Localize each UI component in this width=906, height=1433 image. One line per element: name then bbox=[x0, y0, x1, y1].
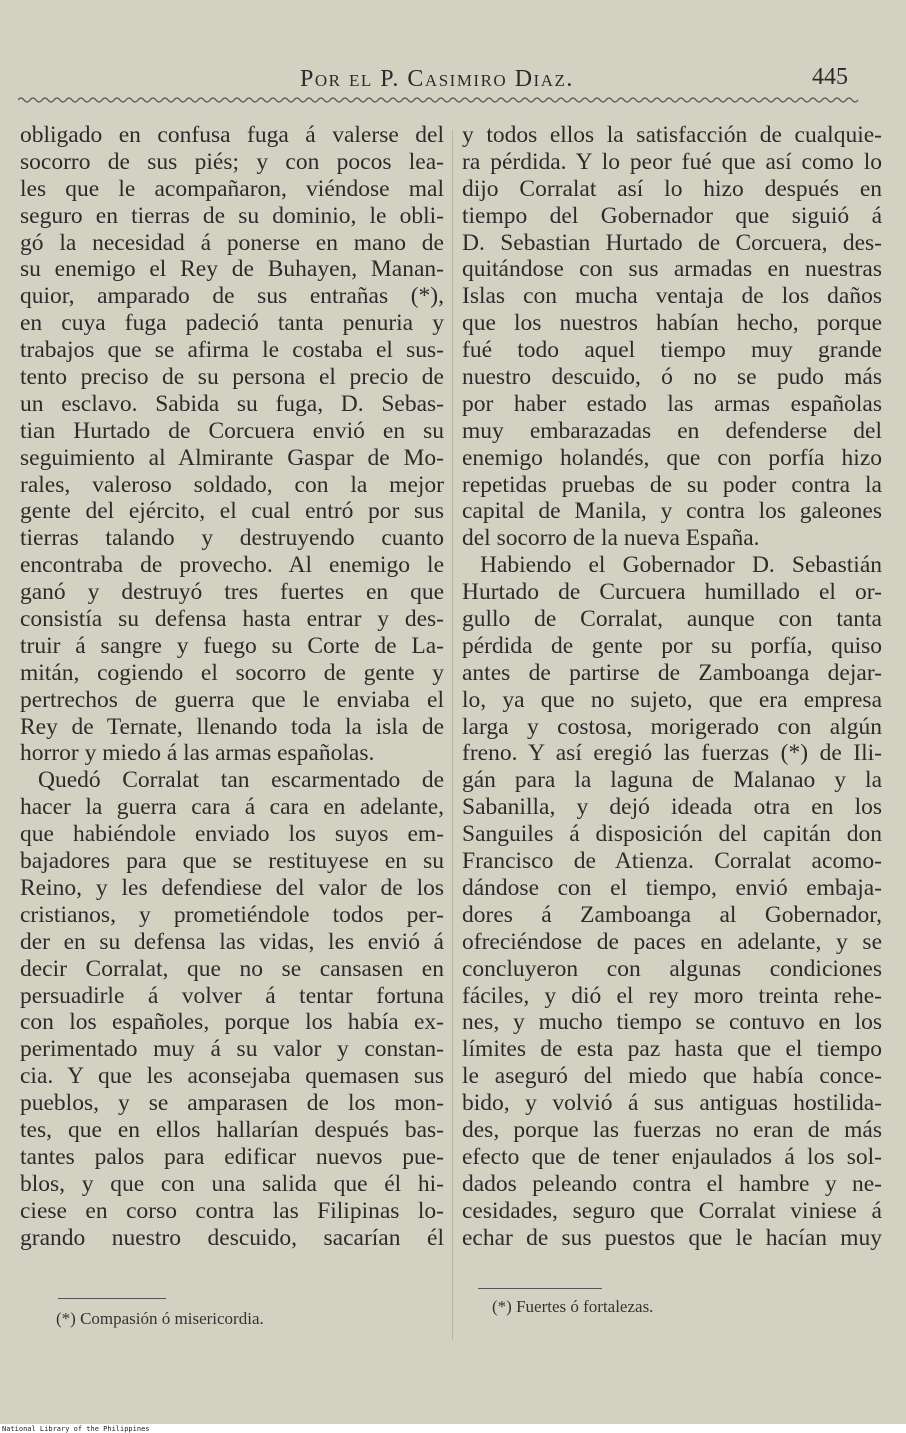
text-line: concluyeron con algunas condiciones bbox=[462, 955, 882, 982]
text-line: con los españoles, porque los había ex- bbox=[20, 1009, 444, 1036]
text-line: consistía su defensa hasta entrar y des- bbox=[20, 606, 444, 633]
text-line: perimentado muy á su valor y constan- bbox=[20, 1036, 444, 1063]
text-line: ganó y destruyó tres fuertes en que bbox=[20, 579, 444, 606]
text-line: les que le acompañaron, viéndose mal bbox=[20, 175, 444, 202]
right-text-column bbox=[462, 122, 882, 1251]
text-line: obligado en confusa fuga á valerse del bbox=[20, 122, 444, 148]
text-line: gán para la laguna de Malanao y la bbox=[462, 767, 882, 794]
text-line: antes de partirse de Zamboanga dejar- bbox=[462, 659, 882, 686]
text-line: bajadores para que se restituyese en su bbox=[20, 848, 444, 875]
text-line: trabajos que se afirma le costaba el sus- bbox=[20, 337, 444, 364]
text-line: que los nuestros habían hecho, porque bbox=[462, 310, 882, 337]
text-line: mitán, cogiendo el socorro de gente y bbox=[20, 659, 444, 686]
running-title: Por el P. Casimiro Diaz. bbox=[300, 66, 574, 92]
text-line: ofreciéndose de paces en adelante, y se bbox=[462, 928, 882, 955]
text-line: persuadirle á volver á tentar fortuna bbox=[20, 982, 444, 1009]
text-line: cristianos, y prometiéndole todos per- bbox=[20, 901, 444, 928]
decorative-wavy-rule bbox=[18, 94, 860, 106]
text-line: Sabanilla, y dejó ideada otra en los bbox=[462, 794, 882, 821]
text-line: pérdida de gente por su porfía, quiso bbox=[462, 632, 882, 659]
text-line: socorro de sus piés; y con pocos lea- bbox=[20, 148, 444, 175]
text-line: ciese en corso contra las Filipinas lo- bbox=[20, 1197, 444, 1224]
text-line: encontraba de provecho. Al enemigo le bbox=[20, 552, 444, 579]
text-line: grando nuestro descuido, sacarían él bbox=[20, 1224, 444, 1251]
left-footnote-rule bbox=[58, 1298, 166, 1299]
text-line: D. Sebastian Hurtado de Corcuera, des- bbox=[462, 229, 882, 256]
text-line: su enemigo el Rey de Buhayen, Manan- bbox=[20, 256, 444, 283]
text-line: Hurtado de Curcuera humillado el or- bbox=[462, 579, 882, 606]
text-line: tiempo del Gobernador que siguió á bbox=[462, 202, 882, 229]
text-line: Quedó Corralat tan escarmentado de bbox=[38, 767, 444, 794]
text-line: des, porque las fuerzas no eran de más bbox=[462, 1116, 882, 1143]
text-line: repetidas pruebas de su poder contra la bbox=[462, 471, 882, 498]
text-line: del socorro de la nueva España. bbox=[462, 525, 760, 552]
text-line: por haber estado las armas españolas bbox=[462, 390, 882, 417]
text-line: tento preciso de su persona el precio de bbox=[20, 364, 444, 391]
text-line: Francisco de Atienza. Corralat acomo- bbox=[462, 848, 882, 875]
text-line: tes, que en ellos hallarían después bas- bbox=[20, 1116, 444, 1143]
right-footnote: (*) Fuertes ó fortalezas. bbox=[492, 1297, 654, 1316]
text-line: Habiendo el Gobernador D. Sebastián bbox=[480, 552, 882, 579]
text-line: le aseguró del miedo que había conce- bbox=[462, 1063, 882, 1090]
text-line: echar de sus puestos que le hacían muy bbox=[462, 1224, 882, 1251]
text-line: tierras talando y destruyendo cuanto bbox=[20, 525, 444, 552]
left-footnote: (*) Compasión ó misericordia. bbox=[56, 1309, 264, 1328]
right-footnote-rule bbox=[478, 1288, 602, 1289]
text-line: bido, y volvió á sus antiguas hostilida- bbox=[462, 1090, 882, 1117]
text-line: blos, y que con una salida que él hi- bbox=[20, 1170, 444, 1197]
text-line: larga y costosa, morigerado con algún bbox=[462, 713, 882, 740]
left-text-column bbox=[20, 122, 444, 1251]
text-line: capital de Manila, y contra los galeones bbox=[462, 498, 882, 525]
text-line: efecto que de tener enjaulados á los sol- bbox=[462, 1143, 882, 1170]
text-line: Rey de Ternate, llenando toda la isla de bbox=[20, 713, 444, 740]
text-line: que habiéndole enviado los suyos em- bbox=[20, 821, 444, 848]
text-line: freno. Y así eregió las fuerzas (*) de Ili- bbox=[462, 740, 882, 767]
text-line: un esclavo. Sabida su fuga, D. Sebas- bbox=[20, 390, 444, 417]
text-line: pertrechos de guerra que le enviaba el bbox=[20, 686, 444, 713]
text-line: dándose con el tiempo, envió embaja- bbox=[462, 874, 882, 901]
scan-credit: National Library of the Philippines bbox=[2, 1425, 150, 1433]
text-line: cesidades, seguro que Corralat viniese á bbox=[462, 1197, 882, 1224]
text-line: fáciles, y dió el rey moro treinta rehe- bbox=[462, 982, 882, 1009]
text-line: tian Hurtado de Corcuera envió en su bbox=[20, 417, 444, 444]
text-line: tantes palos para edificar nuevos pue- bbox=[20, 1143, 444, 1170]
running-head bbox=[0, 62, 906, 96]
text-line: gente del ejército, el cual entró por sus bbox=[20, 498, 444, 525]
text-line: Sanguiles á disposición del capitán don bbox=[462, 821, 882, 848]
text-line: pueblos, y se amparasen de los mon- bbox=[20, 1090, 444, 1117]
text-line: hacer la guerra cara á cara en adelante, bbox=[20, 794, 444, 821]
text-line: truir á sangre y fuego su Corte de La- bbox=[20, 632, 444, 659]
text-line: seguimiento al Almirante Gaspar de Mo- bbox=[20, 444, 444, 471]
text-line: enemigo holandés, que con porfía hizo bbox=[462, 444, 882, 471]
text-line: dados peleando contra el hambre y ne- bbox=[462, 1170, 882, 1197]
column-divider bbox=[452, 130, 453, 1340]
text-line: gullo de Corralat, aunque con tanta bbox=[462, 606, 882, 633]
text-line: der en su defensa las vidas, les envió á bbox=[20, 928, 444, 955]
text-line: Reino, y les defendiese del valor de los bbox=[20, 874, 444, 901]
page-number: 445 bbox=[812, 64, 848, 90]
text-line: lo, ya que no sujeto, que era empresa bbox=[462, 686, 882, 713]
text-line: quior, amparado de sus entrañas (*), bbox=[20, 283, 444, 310]
text-line: seguro en tierras de su dominio, le obli- bbox=[20, 202, 444, 229]
text-line: muy embarazadas en defenderse del bbox=[462, 417, 882, 444]
text-line: fué todo aquel tiempo muy grande bbox=[462, 337, 882, 364]
text-line: y todos ellos la satisfacción de cualquie- bbox=[462, 122, 882, 148]
text-line: límites de esta paz hasta que el tiempo bbox=[462, 1036, 882, 1063]
text-line: horror y miedo á las armas españolas. bbox=[20, 740, 375, 767]
text-line: gó la necesidad á ponerse en mano de bbox=[20, 229, 444, 256]
text-line: dijo Corralat así lo hizo después en bbox=[462, 175, 882, 202]
text-line: decir Corralat, que no se cansasen en bbox=[20, 955, 444, 982]
text-line: nes, y mucho tiempo se contuvo en los bbox=[462, 1009, 882, 1036]
text-line: en cuya fuga padeció tanta penuria y bbox=[20, 310, 444, 337]
text-line: quitándose con sus armadas en nuestras bbox=[462, 256, 882, 283]
text-line: rales, valeroso soldado, con la mejor bbox=[20, 471, 444, 498]
text-line: Islas con mucha ventaja de los daños bbox=[462, 283, 882, 310]
text-line: ra pérdida. Y lo peor fué que así como lo bbox=[462, 148, 882, 175]
text-line: cia. Y que les aconsejaba quemasen sus bbox=[20, 1063, 444, 1090]
text-line: nuestro descuido, ó no se pudo más bbox=[462, 364, 882, 391]
text-line: dores á Zamboanga al Gobernador, bbox=[462, 901, 882, 928]
